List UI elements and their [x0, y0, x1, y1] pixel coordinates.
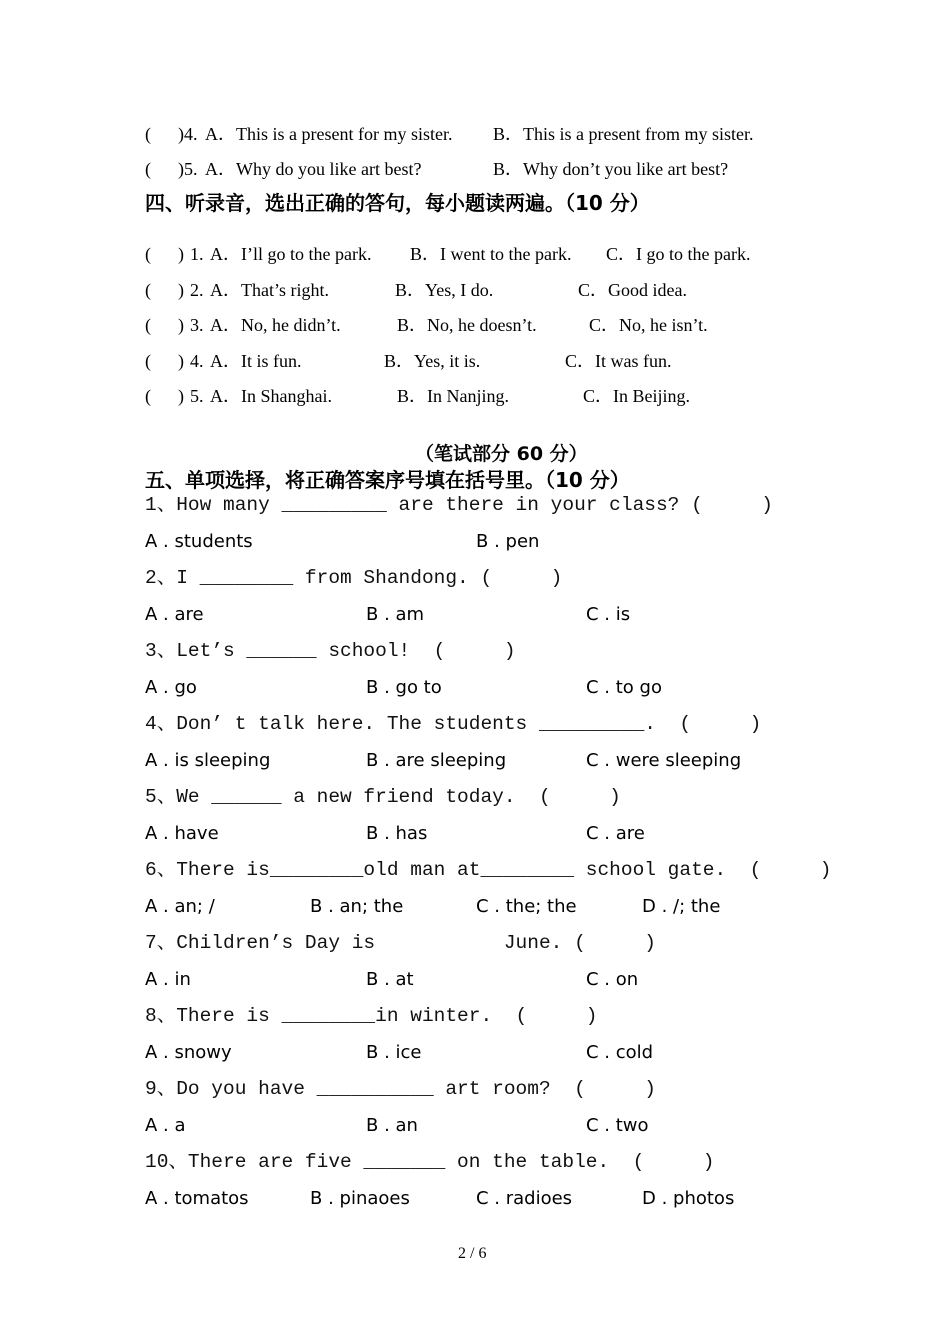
section-heading: 四、听录音，选出正确的答句，每小题读两遍。（10 分）	[145, 191, 650, 215]
option: A . is sleeping	[145, 750, 271, 771]
question-number: 5.	[190, 386, 204, 406]
question-text: 8、There is ________in winter. ( )	[145, 1005, 598, 1027]
option: C . were sleeping	[586, 750, 742, 771]
option: C．Good idea.	[578, 280, 687, 300]
option: C . cold	[586, 1042, 654, 1063]
question-text: 2、I ________ from Shandong. ( )	[145, 567, 563, 589]
option: B . am	[366, 604, 425, 625]
option: C . the; the	[476, 896, 577, 917]
option: C . two	[586, 1115, 649, 1136]
question-number: 1.	[190, 244, 204, 264]
option: A . an; /	[145, 896, 215, 917]
option: B . pen	[476, 531, 540, 552]
question-number: 3.	[190, 315, 204, 335]
option: A．Why do you like art best?	[205, 159, 422, 179]
question-text: 9、Do you have __________ art room? ( )	[145, 1078, 656, 1100]
question-number: 2.	[190, 280, 204, 300]
option: C . are	[586, 823, 645, 844]
answer-bracket: ( )	[145, 159, 184, 179]
question-text: 5、We ______ a new friend today. ( )	[145, 786, 621, 808]
answer-bracket: ( )	[145, 244, 184, 264]
option: A . go	[145, 677, 197, 698]
option: A . snowy	[145, 1042, 232, 1063]
question-number: 4.	[190, 351, 204, 371]
answer-bracket: ( )	[145, 351, 184, 371]
option: A．That’s right.	[210, 280, 329, 300]
option: C . is	[586, 604, 631, 625]
answer-bracket: ( )	[145, 124, 184, 144]
question-text: 7、Children’s Day is June. ( )	[145, 932, 656, 954]
option: B．I went to the park.	[410, 244, 572, 264]
answer-bracket: ( )	[145, 386, 184, 406]
option: D . /; the	[642, 896, 721, 917]
option: C . to go	[586, 677, 662, 698]
question-text: 3、Let’s ______ school! ( )	[145, 640, 516, 662]
option: C．It was fun.	[565, 351, 672, 371]
option: A．It is fun.	[210, 351, 302, 371]
answer-bracket: ( )	[145, 315, 184, 335]
option: C . on	[586, 969, 639, 990]
option: A . are	[145, 604, 204, 625]
option: B . an; the	[310, 896, 404, 917]
option: B . pinaoes	[310, 1188, 410, 1209]
question-text: 6、There is________old man at________ school gate. ( )	[145, 859, 832, 881]
option: B . are sleeping	[366, 750, 507, 771]
option: B．In Nanjing.	[397, 386, 509, 406]
option: A . students	[145, 531, 253, 552]
option: A . in	[145, 969, 191, 990]
question-text: 10、There are five _______ on the table. ( )	[145, 1151, 715, 1173]
option: B．Yes, I do.	[395, 280, 494, 300]
option: A . tomatos	[145, 1188, 249, 1209]
question-text: 1、How many _________ are there in your class? ( )	[145, 494, 773, 516]
option: B．Yes, it is.	[384, 351, 481, 371]
option: A．No, he didn’t.	[210, 315, 341, 335]
option: A . a	[145, 1115, 186, 1136]
option: C．I go to the park.	[606, 244, 751, 264]
option: B . at	[366, 969, 414, 990]
option: A．This is a present for my sister.	[205, 124, 453, 144]
option: A . have	[145, 823, 219, 844]
option: B．Why don’t you like art best?	[493, 159, 729, 179]
option: A．In Shanghai.	[210, 386, 332, 406]
option: C．No, he isn’t.	[589, 315, 708, 335]
question-number: 5.	[184, 159, 198, 179]
part-heading: （笔试部分 60 分）	[415, 443, 588, 465]
answer-bracket: ( )	[145, 280, 184, 300]
section-heading: 五、单项选择，将正确答案序号填在括号里。（10 分）	[145, 468, 630, 492]
option: B . an	[366, 1115, 418, 1136]
option: B . has	[366, 823, 428, 844]
question-number: 4.	[184, 124, 198, 144]
option: C．In Beijing.	[583, 386, 690, 406]
option: A．I’ll go to the park.	[210, 244, 372, 264]
option: B．No, he doesn’t.	[397, 315, 537, 335]
option: B . go to	[366, 677, 442, 698]
page-number: 2 / 6	[458, 1245, 487, 1262]
option: D . photos	[642, 1188, 735, 1209]
question-text: 4、Don’ t talk here. The students _________. ( )	[145, 713, 762, 735]
option: B．This is a present from my sister.	[493, 124, 754, 144]
option: C . radioes	[476, 1188, 573, 1209]
option: B . ice	[366, 1042, 422, 1063]
